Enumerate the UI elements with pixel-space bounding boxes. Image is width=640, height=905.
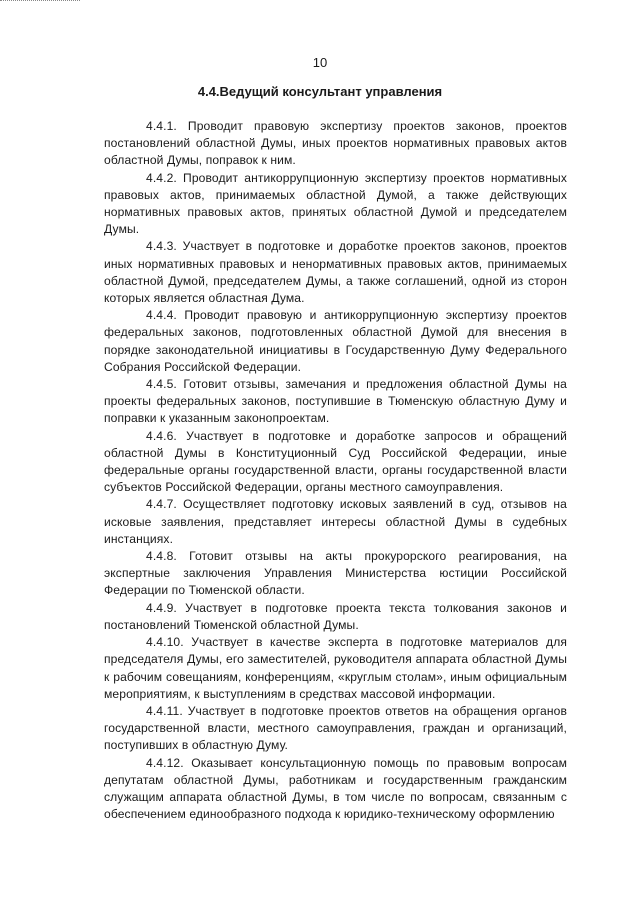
- paragraph-4-4-1: 4.4.1. Проводит правовую экспертизу проектов законов, проектов постановлений областной Думы, иных проектов нормативных правовых актов областной Думы, поправок к ним.: [104, 119, 567, 168]
- scan-edge-mark: [0, 0, 80, 3]
- paragraph-4-4-3: 4.4.3. Участвует в подготовке и доработке проектов законов, проектов иных нормативных правовых и ненормативных правовых актов, принимаемых областной Думой, председателем Думы, а также соглашений, одной из сторон которых является областная Дума.: [104, 239, 567, 306]
- paragraph-4-4-6: 4.4.6. Участвует в подготовке и доработке запросов и обращений областной Думы в Конституционный Суд Российской Федерации, иные федеральные органы государственной власти, органы государственной власти субъектов Российской Федерации, органы местного самоуправления.: [104, 428, 567, 495]
- paragraph-4-4-12: 4.4.12. Оказывает консультационную помощь по правовым вопросам депутатам областной Думы, работникам и государственным гражданским служащим аппарата областной Думы, в том числе по вопросам, связанным с обеспечением единообразного подхода к юридико-техническому оформлению: [104, 755, 567, 822]
- paragraph-4-4-4: 4.4.4. Проводит правовую и антикоррупционную экспертизу проектов федеральных законов, подготовленных областной Думой для внесения в порядке законодательной инициативы в Государственную Думу Федерального Собрания Российской Федерации.: [104, 308, 567, 374]
- paragraph-4-4-10: 4.4.10. Участвует в качестве эксперта в подготовке материалов для председателя Думы, его заместителей, руководителя аппарата областной Думы к рабочим совещаниям, конференциям, «круглым столам», иным официальным мероприятиям, к выступлениям в средствах массовой информации.: [104, 635, 567, 701]
- page-number: 10: [312, 55, 328, 70]
- paragraph-4-4-7: 4.4.7. Осуществляет подготовку исковых заявлений в суд, отзывов на исковые заявления, представляет интересы областной Думы в судебных инстанциях.: [104, 497, 567, 546]
- paragraph-4-4-8: 4.4.8. Готовит отзывы на акты прокурорского реагирования, на экспертные заключения Управления Министерства юстиции Российской Федерации по Тюменской области.: [104, 549, 567, 598]
- paragraph-4-4-5: 4.4.5. Готовит отзывы, замечания и предложения областной Думы на проекты федеральных законов, поступившие в Тюменскую областную Думу и поправки к указанным законопроектам.: [104, 377, 567, 426]
- section-title: 4.4.Ведущий консультант управления: [197, 84, 443, 99]
- paragraph-4-4-11: 4.4.11. Участвует в подготовке проектов ответов на обращения органов государственной власти, местного самоуправления, граждан и организаций, поступивших в областную Думу.: [104, 703, 567, 753]
- document-body: [104, 118, 567, 823]
- paragraph-4-4-9: 4.4.9. Участвует в подготовке проекта текста толкования законов и постановлений Тюменской областной Думы.: [104, 600, 567, 632]
- paragraph-4-4-2: 4.4.2. Проводит антикоррупционную экспертизу проектов нормативных правовых актов, принимаемых областной Думой, а также действующих нормативных правовых актов, принятых областной Думой и председателем Думы.: [104, 170, 567, 237]
